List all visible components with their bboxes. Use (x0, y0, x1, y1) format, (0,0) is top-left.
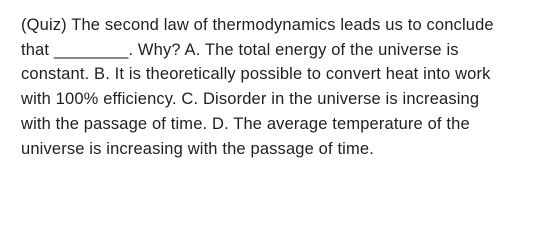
question-line: with 100% efficiency. C. Disorder in the universe is increasing (21, 90, 480, 109)
quiz-question-text (21, 13, 551, 161)
question-line: universe is increasing with the passage of time. (21, 139, 374, 158)
question-line: with the passage of time. D. The average temperature of the (21, 114, 470, 133)
question-line: (Quiz) The second law of thermodynamics leads us to conclude (21, 16, 494, 34)
question-line: that ________. Why? A. The total energy of the universe is (21, 40, 459, 59)
question-line: constant. B. It is theoretically possible to convert heat into work (21, 65, 491, 84)
